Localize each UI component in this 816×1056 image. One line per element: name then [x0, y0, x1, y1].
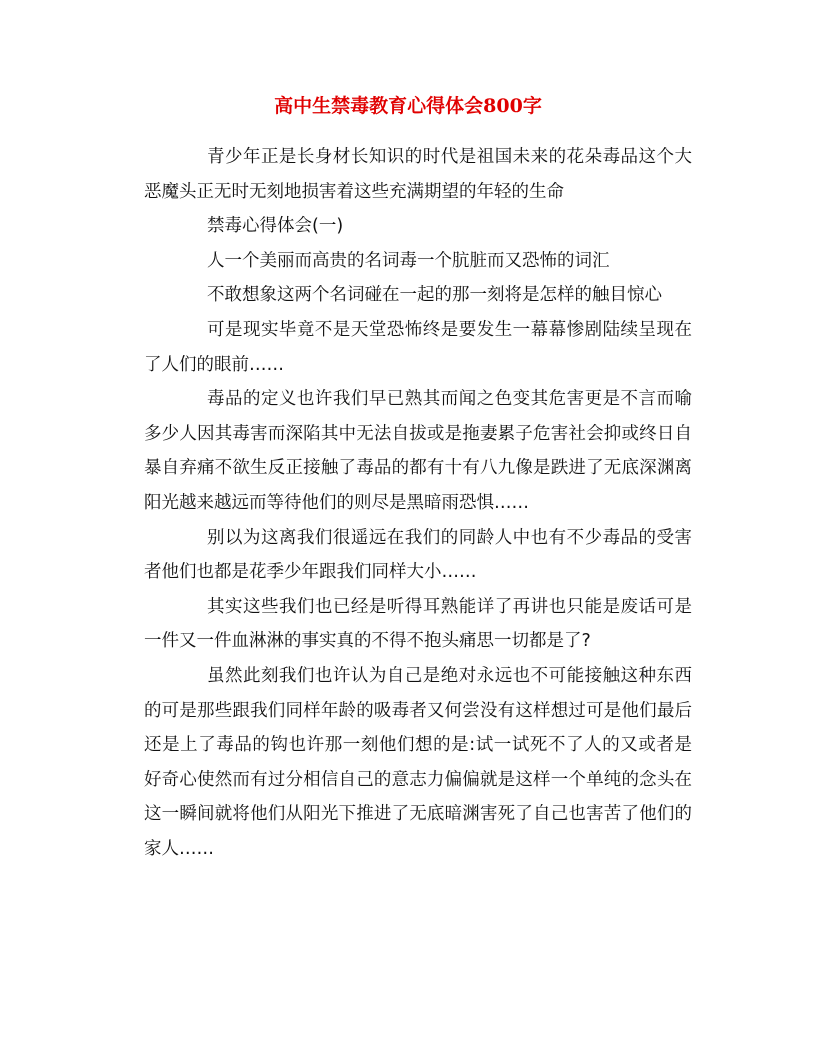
paragraph: 别以为这离我们很遥远在我们的同龄人中也有不少毒品的受害者他们也都是花季少年跟我们同样大小…… [144, 527, 692, 583]
document-title: 高中生禁毒教育心得体会800字 [274, 95, 542, 117]
paragraph: 其实这些我们也已经是听得耳熟能详了再讲也只能是废话可是一件又一件血淋淋的事实真的不得不抱头痛思一切都是了? [144, 596, 692, 652]
document-body [144, 140, 692, 866]
paragraph: 禁毒心得体会(一) [207, 216, 344, 237]
paragraph: 青少年正是长身材长知识的时代是祖国未来的花朵毒品这个大恶魔头正无时无刻地损害着这些充满期望的年轻的生命 [144, 147, 692, 202]
paragraph: 不敢想象这两个名词碰在一起的那一刻将是怎样的触目惊心 [207, 285, 662, 306]
paragraph: 可是现实毕竟不是天堂恐怖终是要发生一幕幕惨剧陆续呈现在了人们的眼前…… [144, 319, 692, 375]
paragraph: 人一个美丽而高贵的名词毒一个肮脏而又恐怖的词汇 [207, 250, 610, 271]
paragraph: 毒品的定义也许我们早已熟其而闻之色变其危害更是不言而喻多少人因其毒害而深陷其中无法自拔或是拖妻累子危害社会抑或终日自暴自弃痛不欲生反正接触了毒品的都有十有八九像是跌进了无底深渊离阳光越来越远而等待他们的则尽是黑暗雨恐惧…… [144, 389, 692, 513]
paragraph: 虽然此刻我们也许认为自己是绝对永远也不可能接触这种东西的可是那些跟我们同样年龄的吸毒者又何尝没有这样想过可是他们最后还是上了毒品的钩也许那一刻他们想的是:试一试死不了人的又或者是好奇心使然而有过分相信自己的意志力偏偏就是这样一个单纯的念头在这一瞬间就将他们从阳光下推进了无底暗渊害死了自己也害苦了他们的家人…… [144, 665, 692, 859]
